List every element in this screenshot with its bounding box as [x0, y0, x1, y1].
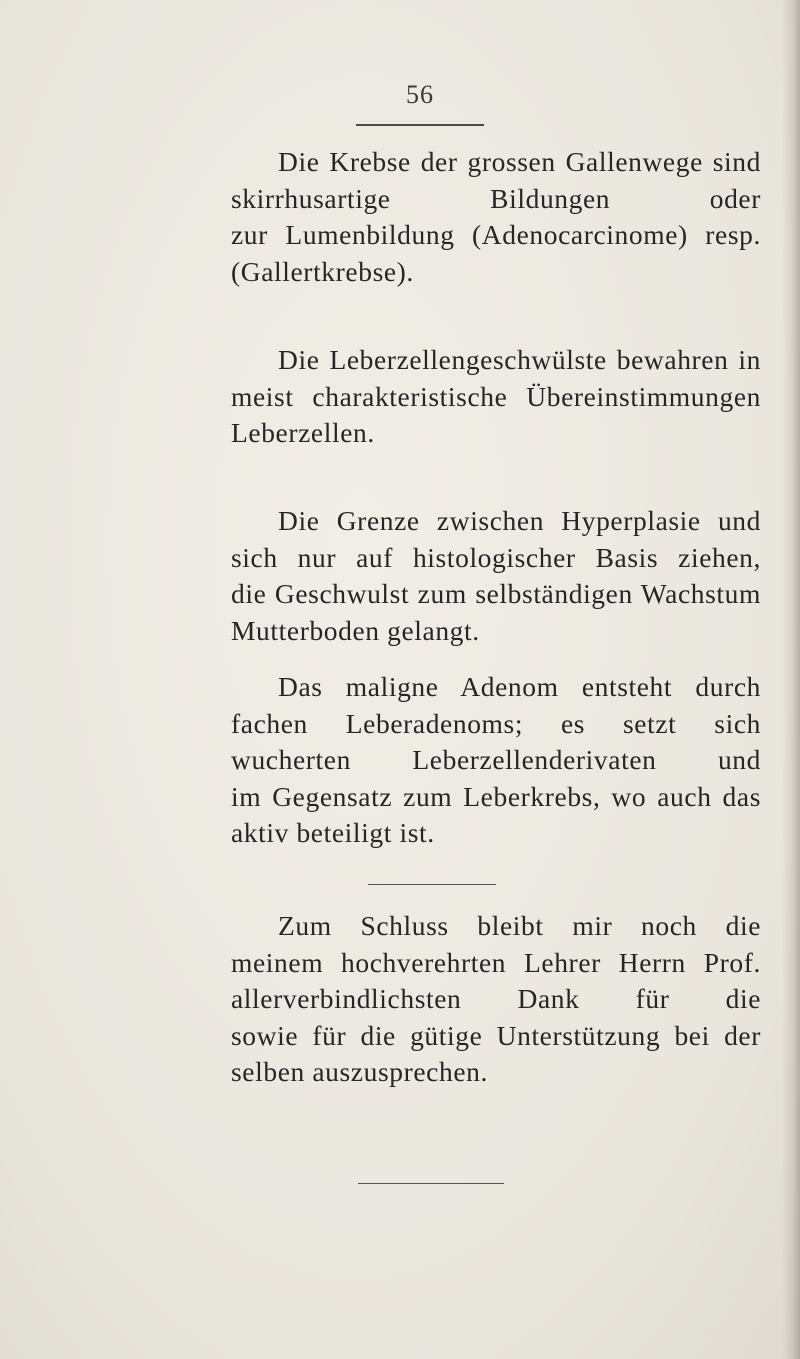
text-line: Zum Schluss bleibt mir noch die [278, 910, 761, 941]
text-line: selben auszusprechen. [231, 1056, 488, 1087]
section-divider [368, 884, 496, 885]
paragraph-4 [231, 669, 761, 852]
text-line: aktiv beteiligt ist. [231, 817, 435, 848]
paragraph-1 [231, 144, 761, 290]
text-line: sowie für die gütige Unterstützung bei der [231, 1019, 761, 1051]
text-line: im Gegensatz zum Leberkrebs, wo auch das [231, 780, 761, 812]
paragraph-2 [231, 342, 761, 452]
paragraph-3 [231, 503, 761, 649]
text-line: skirrhusartige Bildungen oder [231, 182, 761, 214]
text-line: wucherten Leberzellenderivaten und [231, 744, 761, 775]
page-number: 56 [406, 80, 434, 109]
closing-rule [358, 1183, 504, 1184]
text-line-with-name [231, 945, 761, 982]
text-line: Mutterboden gelangt. [231, 614, 480, 646]
text-line: Die Leberzellengeschwülste bewahren in [278, 344, 761, 375]
text-line: Die Krebse der grossen Gallenwege sind [278, 146, 761, 177]
page-edge-shadow [782, 0, 800, 1359]
text-line: fachen Leberadenoms; es setzt sich [231, 707, 761, 739]
text-line: Leberzellen. [231, 417, 375, 448]
text-line: sich nur auf histologischer Basis ziehen, [231, 541, 761, 573]
text-line: (Gallertkrebse). [231, 255, 414, 287]
text-line: Das maligne Adenom entsteht durch [278, 671, 761, 702]
text-line: die Geschwulst zum selbständigen Wachstum [231, 578, 761, 609]
text-line: zur Lumenbildung (Adenocarcinome) resp. [231, 219, 761, 250]
text-line: Die Grenze zwischen Hyperplasie und [278, 505, 761, 536]
paragraph-acknowledgement [231, 908, 761, 1091]
text-line: allerverbindlichsten Dank für die [231, 983, 761, 1014]
text-fragment: meinem hochverehrten Lehrer Herrn Prof. [231, 946, 761, 978]
header-rule [356, 124, 484, 126]
text-line: meist charakteristische Übereinstimmungen [231, 380, 761, 412]
